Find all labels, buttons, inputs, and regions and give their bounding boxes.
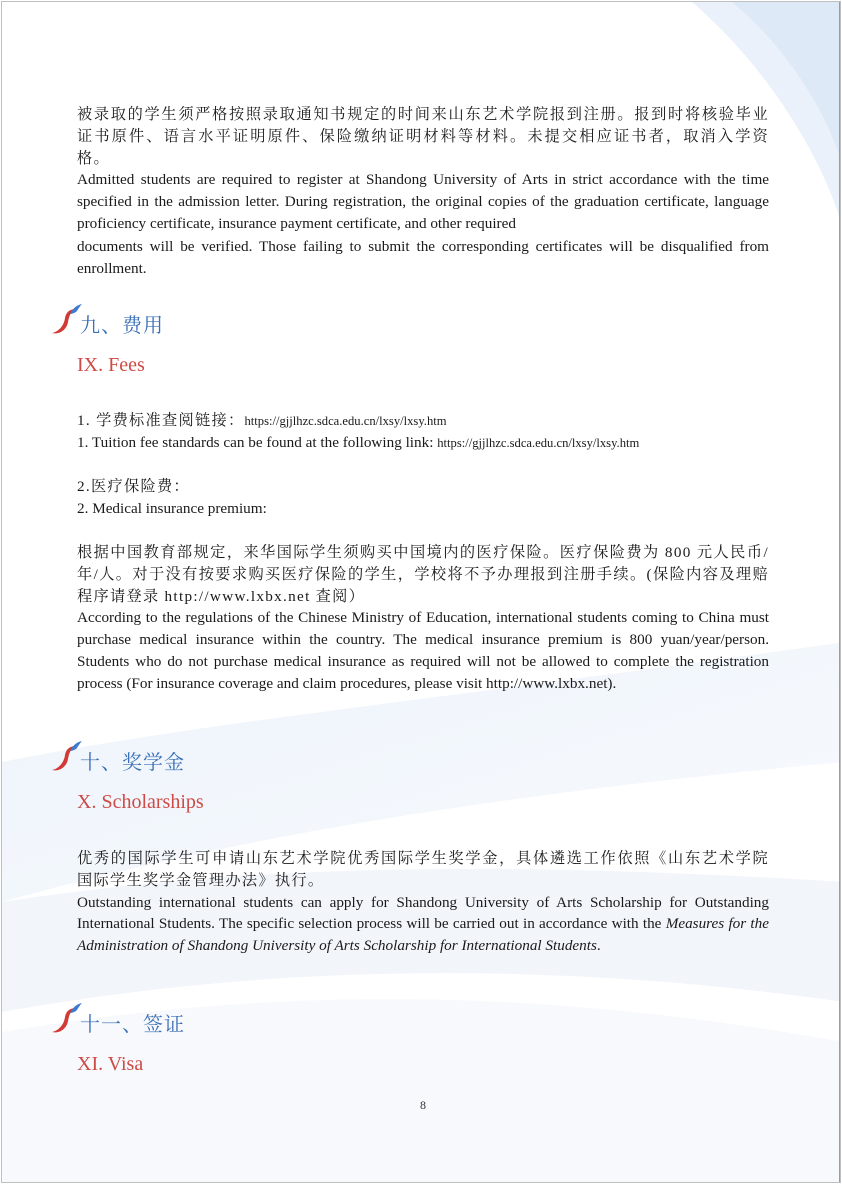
page-number: 8 [420, 1098, 426, 1112]
scholarships-en-end: . [596, 937, 601, 955]
tuition-link-zh[interactable]: https://gjjlhzc.sdca.edu.cn/lxsy/lxsy.htm [244, 414, 447, 428]
scholarships-heading-zh: 十、奖学金 [80, 750, 185, 774]
tuition-link-en[interactable]: https://gjjlhzc.sdca.edu.cn/lxsy/lxsy.htm [437, 436, 640, 450]
intro-zh-text: 被录取的学生须严格按照录取通知书规定的时间来山东艺术学院报到注册。报到时将核验毕业证书原件、语言水平证明原件、保险缴纳证明材料等材料。未提交相应证书者，取消入学资格。 [77, 106, 769, 167]
visa-heading-en: XI. Visa [77, 1053, 144, 1075]
fees-item2-en [77, 498, 267, 520]
insurance-zh-text: 根据中国教育部规定，来华国际学生须购买中国境内的医疗保险。医疗保险费为 800 元人民币/年/人。对于没有按要求购买医疗保险的学生，学校将不予办理报到注册手续。(保险内容及理赔程序请登录 http://www.lxbx.net 查阅） [77, 544, 769, 605]
fees-item1 [77, 410, 447, 433]
scholarships-paragraph [77, 848, 769, 957]
fees-item1-en: 1. Tuition fee standards can be found at the following link: [77, 434, 438, 451]
scholarships-zh-text: 优秀的国际学生可申请山东艺术学院优秀国际学生奖学金，具体遴选工作依照《山东艺术学院国际学生奖学金管理办法》执行。 [77, 850, 769, 889]
brand-logo-icon [48, 1001, 84, 1035]
intro-en-text: Admitted students are required to register at Shandong University of Arts in strict accordance with the time specified in the admission letter. During registration, the original copies of the graduation certificate, language proficiency certificate, insurance payment certificate, and other required [77, 171, 769, 232]
measures-document-title: Measures for the Administration of Shandong University of Arts Scholarship for International Students [77, 915, 769, 955]
fees-item2-zh [77, 476, 190, 498]
brand-logo-icon [48, 739, 84, 773]
intro-paragraph [77, 104, 769, 235]
fees-item1-zh: 1. 学费标准查阅链接： [77, 412, 245, 429]
insurance-en-text: According to the regulations of the Chinese Ministry of Education, international students coming to China must purchase medical insurance within the country. The medical insurance premium is 800 yuan/year/person. Students who do not purchase medical insurance as required will not be allowed to complete the registration process (For insurance coverage and claim procedures, please visit http://www.lxbx.net). [77, 609, 769, 692]
fees-heading-en: IX. Fees [77, 354, 145, 376]
visa-heading-zh: 十一、签证 [80, 1012, 185, 1036]
fees-item2-zh-text: 2.医疗保险费： [77, 478, 190, 495]
scholarships-en-lead: Outstanding international students can apply for Shandong University of Arts Scholarship for Outstanding International Students. The specific selection process will be carried out in accordance with the [77, 893, 769, 933]
fees-item1-en-line [77, 432, 639, 455]
insurance-paragraph [77, 542, 769, 695]
intro-paragraph-continued [77, 236, 769, 280]
scholarships-heading-en: X. Scholarships [77, 791, 204, 813]
fees-heading-zh: 九、费用 [80, 313, 164, 337]
scholarships-en-text [77, 892, 769, 957]
intro-en-text-continued: documents will be verified. Those failing to submit the corresponding certificates will be disqualified from enrollment. [77, 238, 769, 277]
brand-logo-icon [48, 302, 84, 336]
document-page [1, 1, 841, 1183]
fees-item2-en-text: 2. Medical insurance premium: [77, 500, 267, 517]
